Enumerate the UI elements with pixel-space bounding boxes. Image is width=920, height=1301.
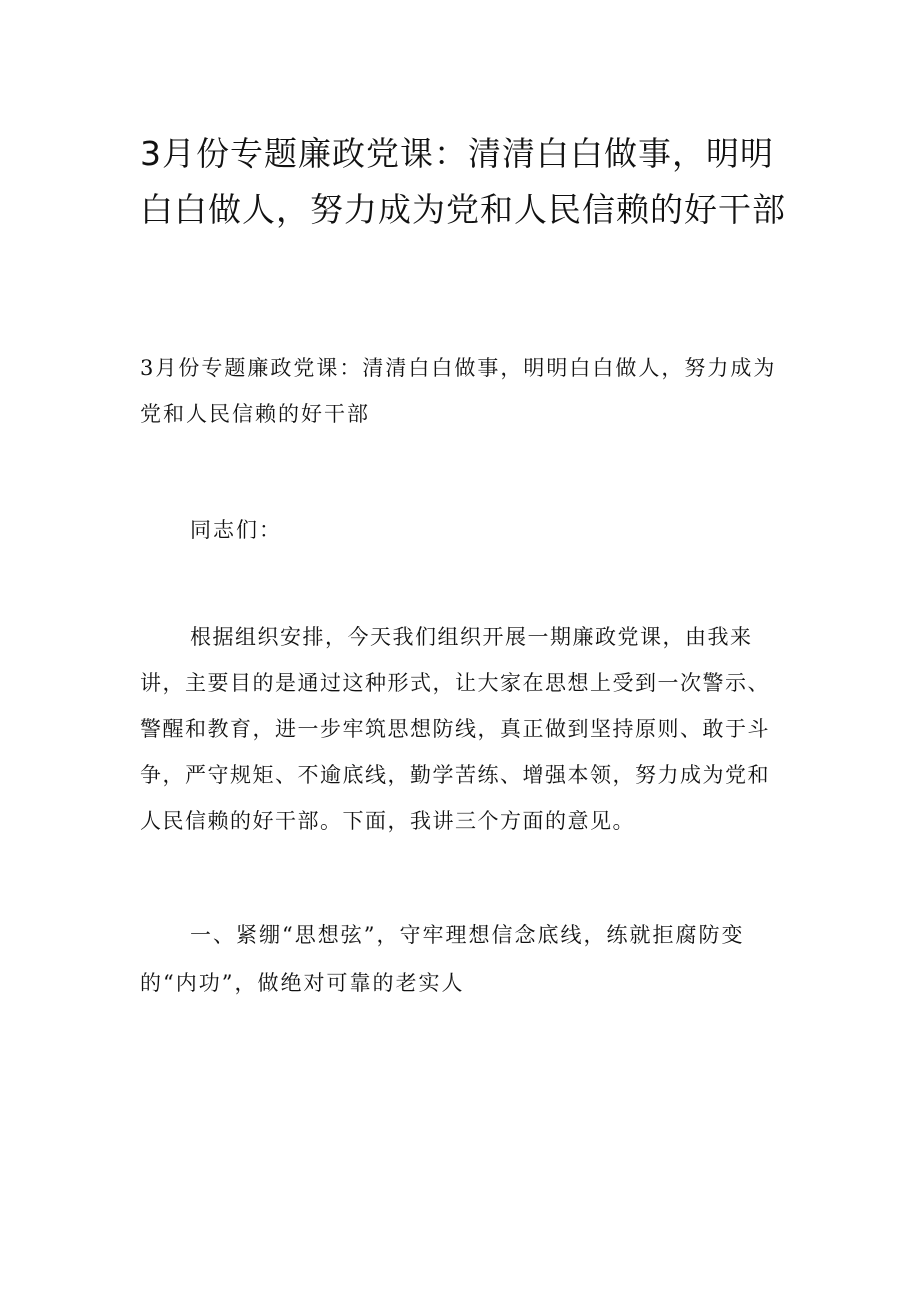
section-heading: 一、紧绷“思想弦”，守牢理想信念底线，练就拒腐防变的“内功”，做绝对可靠的老实人 xyxy=(140,923,745,995)
document-subtitle: 3月份专题廉政党课：清清白白做事，明明白白做人，努力成为党和人民信赖的好干部 xyxy=(140,356,777,426)
body-paragraph: 根据组织安排，今天我们组织开展一期廉政党课，由我来讲，主要目的是通过这种形式，让大家在思想上受到一次警示、警醒和教育，进一步牢筑思想防线，真正做到坚持原则、敢于斗争，严守规矩、不逾底线，勤学苦练、增强本领，努力成为党和人民信赖的好干部。下面，我讲三个方面的意见。 xyxy=(140,625,770,833)
document-title: 3月份专题廉政党课：清清白白做事，明明白白做人，努力成为党和人民信赖的好干部 xyxy=(140,134,786,229)
salutation: 同志们： xyxy=(190,518,282,542)
